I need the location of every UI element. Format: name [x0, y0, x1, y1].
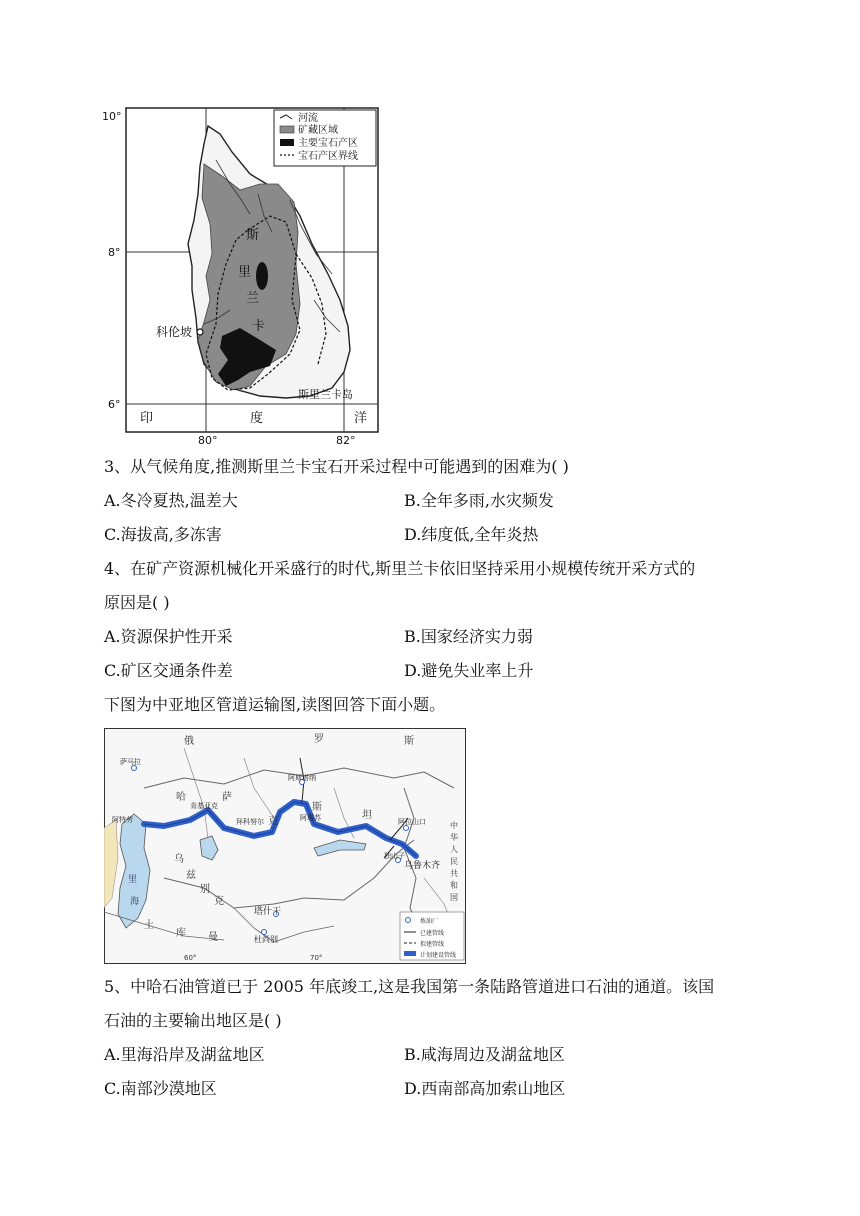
question-4-stem: 4、在矿产资源机械化开采盛行的时代,斯里兰卡依旧坚持采用小规模传统开采方式的 — [104, 559, 696, 578]
place-astana: 阿斯塔纳 — [288, 774, 316, 782]
region-char: 哈 — [176, 792, 186, 803]
legend-gem-boundary: 宝石产区界线 — [298, 151, 358, 162]
lon-label-80: 80° — [198, 434, 218, 444]
legend-planned: 计划建设管线 — [420, 952, 457, 959]
region-char: 斯 — [312, 802, 322, 813]
place-dushanzi: 独山子 — [384, 852, 405, 860]
place-dushanbe: 杜尚别 — [254, 935, 278, 944]
lat-label-10: 10° — [102, 110, 122, 123]
region-char: 兹 — [186, 870, 196, 881]
place-alashankou: 阿拉山口 — [398, 818, 426, 826]
q3-option-a[interactable]: A.冬冷夏热,温差大 — [104, 491, 238, 510]
legend-mineral: 矿藏区域 — [298, 125, 338, 136]
ocean-char: 度 — [250, 411, 264, 426]
island-label: 斯里兰卡岛 — [298, 388, 353, 401]
colombo-dot — [197, 329, 203, 335]
place-kenkiyak: 肯基亚克 — [190, 802, 218, 810]
region-char: 罗 — [314, 734, 324, 745]
region-char: 民 — [450, 857, 458, 866]
region-char: 坦 — [362, 810, 372, 821]
q3-option-c[interactable]: C.海拔高,多冻害 — [104, 525, 222, 544]
q4-option-b[interactable]: B.国家经济实力弱 — [404, 627, 533, 646]
country-char: 卡 — [252, 319, 266, 334]
question-5-stem-cont: 石油的主要输出地区是( ) — [104, 1011, 282, 1030]
q4-option-a[interactable]: A.资源保护性开采 — [104, 627, 233, 646]
region-char: 库 — [176, 928, 186, 939]
q5-option-a[interactable]: A.里海沿岸及湖盆地区 — [104, 1045, 265, 1064]
place-urumqi: 乌鲁木齐 — [404, 861, 441, 871]
place-tashkent: 塔什干 — [254, 907, 282, 917]
region-char: 斯 — [404, 736, 414, 747]
question-3-stem: 3、从气候角度,推测斯里兰卡宝石开采过程中可能遇到的困难为( ) — [104, 457, 569, 476]
question-4-stem-cont: 原因是( ) — [104, 593, 170, 612]
region-char: 曼 — [208, 932, 218, 943]
q5-option-c[interactable]: C.南部沙漠地区 — [104, 1079, 217, 1098]
lake-char: 里 — [128, 875, 138, 885]
country-char: 里 — [238, 265, 252, 280]
question-5-stem: 5、中哈石油管道已于 2005 年底竣工,这是我国第一条陆路管道进口石油的通道。该国 — [104, 977, 715, 996]
region-char: 别 — [200, 884, 210, 895]
place-atyrau: 阿特劳 — [112, 816, 133, 824]
q4-option-c[interactable]: C.矿区交通条件差 — [104, 661, 233, 680]
legend-river: 河流 — [298, 113, 318, 124]
country-char: 兰 — [246, 291, 260, 306]
q5-option-d[interactable]: D.西南部高加索山地区 — [404, 1079, 566, 1098]
region-char: 华 — [450, 833, 458, 842]
legend-built: 已建管线 — [420, 930, 445, 937]
sri-lanka-map — [100, 104, 390, 444]
lake-char: 海 — [130, 897, 140, 907]
lat-label-6: 6° — [108, 398, 121, 411]
q3-option-d[interactable]: D.纬度低,全年炎热 — [404, 525, 539, 544]
ocean-char: 印 — [140, 411, 154, 426]
lon-label-82: 82° — [336, 434, 356, 444]
country-char: 斯 — [246, 228, 260, 243]
place-atasu: 阿塔苏 — [300, 814, 321, 822]
legend-gem-area: 主要宝石产区 — [298, 138, 358, 149]
region-char: 共 — [450, 869, 458, 878]
ocean-char: 洋 — [354, 411, 368, 426]
place-samara: 萨马拉 — [120, 758, 141, 766]
legend-proposed: 拟建管线 — [420, 941, 445, 948]
lon-label-60: 60° — [184, 954, 197, 962]
lat-label-8: 8° — [108, 246, 121, 259]
region-char: 克 — [268, 816, 278, 827]
region-char: 乌 — [174, 854, 184, 865]
region-char: 土 — [144, 920, 154, 931]
gem-area-north — [256, 262, 268, 290]
city-colombo: 科伦坡 — [156, 325, 193, 339]
q4-option-d[interactable]: D.避免失业率上升 — [404, 661, 534, 680]
q3-option-b[interactable]: B.全年多雨,水灾频发 — [404, 491, 554, 510]
region-char: 国 — [450, 893, 458, 902]
place-baikonur: 拜科努尔 — [236, 818, 264, 826]
q5-option-b[interactable]: B.咸海周边及湖盆地区 — [404, 1045, 565, 1064]
region-char: 和 — [450, 881, 458, 890]
region-char: 中 — [450, 821, 458, 830]
region-char: 克 — [214, 896, 224, 907]
region-char: 萨 — [222, 792, 232, 803]
lon-label-70: 70° — [310, 954, 323, 962]
region-char: 俄 — [184, 736, 194, 747]
central-asia-pipeline-map — [104, 728, 466, 964]
section-intro: 下图为中亚地区管道运输图,读图回答下面小题。 — [104, 695, 446, 714]
region-char: 人 — [450, 845, 458, 854]
legend-refinery: 炼油厂 — [420, 918, 439, 925]
